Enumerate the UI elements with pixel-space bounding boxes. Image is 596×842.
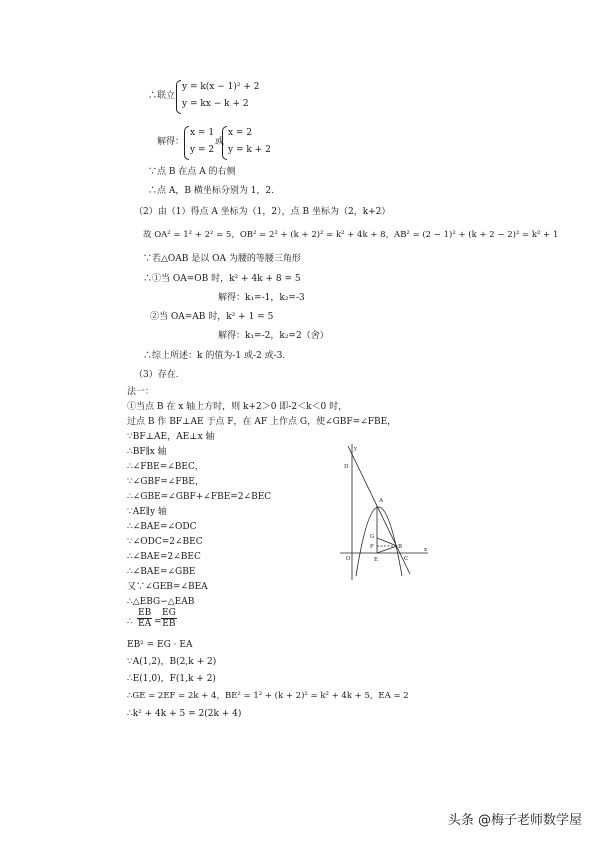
- label-o: O: [346, 556, 351, 562]
- label-b: B: [398, 544, 403, 550]
- label-f: F: [370, 544, 374, 550]
- text-line: ∴∠BAE=∠ODC: [127, 522, 197, 532]
- system-prefix: ∴联立: [148, 91, 176, 101]
- solution-brace: [222, 126, 227, 160]
- text-line: （2）由（1）得点 A 坐标为（1，2），点 B 坐标为（2，k+2）: [134, 207, 391, 217]
- line-db: [348, 446, 410, 574]
- or-text: 或: [215, 137, 225, 147]
- text-line: ∵∠ODC=2∠BEC: [127, 537, 203, 547]
- solution-line: x = 2: [228, 128, 253, 138]
- parabola: [356, 507, 402, 576]
- segment-be: [377, 546, 397, 553]
- text-line: ∴点 A，B 横坐标分别为 1，2.: [148, 186, 275, 196]
- fraction-eg-eb: [161, 608, 177, 629]
- label-c: C: [404, 556, 409, 562]
- solution-line: x = 1: [190, 128, 215, 138]
- text-line: 法一：: [127, 387, 155, 397]
- text-line: ∵∠GBF=∠FBE，: [127, 477, 204, 487]
- text-line: 又∵∠GEB=∠BEA: [127, 582, 208, 592]
- text-line: EB² = EG · EA: [127, 640, 193, 650]
- text-line: ∵AE∥y 轴: [127, 507, 167, 517]
- text-line: ∴△EBG∽△EAB: [127, 597, 195, 607]
- text-line: ∴E(1,0)，F(1,k + 2): [127, 674, 216, 684]
- fraction-denominator: EB: [162, 619, 176, 629]
- watermark-text: 头条 @梅子老师数学屋: [447, 813, 582, 828]
- text-line: ∴综上所述：k 的值为-1 或-2 或-3.: [143, 351, 286, 361]
- system-brace: [176, 80, 181, 114]
- label-g: G: [370, 534, 375, 540]
- text-line: ∴∠BAE=∠GBE: [127, 567, 196, 577]
- solution-line: y = k + 2: [228, 145, 271, 155]
- fraction-denominator: EA: [138, 619, 152, 629]
- text-line: ∴①当 OA=OB 时，k² + 4k + 8 = 5: [143, 274, 301, 284]
- text-line: ∵A(1,2)，B(2,k + 2): [127, 657, 217, 667]
- label-y: y: [354, 446, 358, 452]
- text-line: ②当 OA=AB 时，k² + 1 = 5: [150, 312, 274, 322]
- therefore-symbol: ∴: [127, 617, 133, 627]
- text-line: （3）存在.: [134, 370, 179, 380]
- solution-line: y = 2: [190, 145, 215, 155]
- text-line: 解得：k₁=-2，k₂=2（舍）: [218, 331, 329, 341]
- label-x: x: [424, 547, 428, 553]
- fraction-numerator: EB: [138, 608, 152, 618]
- text-line: ∵若△OAB 是以 OA 为腰的等腰三角形: [143, 254, 301, 264]
- label-e: E: [374, 557, 379, 563]
- fraction-numerator: EG: [162, 608, 176, 618]
- text-line: ∴∠BAE=2∠BEC: [127, 552, 201, 562]
- text-line: ∴k² + 4k + 5 = 2(2k + 4): [127, 709, 242, 719]
- text-line: ∵BF⊥AE，AE⊥x 轴: [127, 432, 215, 442]
- text-line: ∴GE = 2EF = 2k + 4，BE² = 1² + (k + 2)² = k² + 4k + 5，EA = 2: [127, 691, 409, 701]
- segment-bg: [377, 538, 397, 546]
- fraction-eb-ea: [137, 608, 152, 629]
- text-line: 过点 B 作 BF⊥AE 于点 F，在 AF 上作点 G，使∠GBF=∠FBE，: [127, 417, 397, 427]
- text-line: ①当点 B 在 x 轴上方时，则 k+2＞0 即-2＜k＜0 时，: [127, 402, 348, 412]
- solution-brace: [184, 126, 189, 160]
- geometry-figure: [340, 442, 432, 582]
- equation-line: y = kx − k + 2: [182, 99, 249, 109]
- text-line: ∵点 B 在点 A 的右侧: [148, 167, 236, 177]
- text-line: ∴∠FBE=∠BEC，: [127, 462, 204, 472]
- solution-prefix: 解得：: [157, 137, 185, 147]
- label-d: D: [344, 464, 349, 470]
- text-line: ∴BF∥x 轴: [127, 447, 167, 457]
- equation-line: y = k(x − 1)² + 2: [182, 82, 260, 92]
- equals-sign: =: [154, 617, 162, 627]
- text-line: 故 OA² = 1² + 2² = 5，OB² = 2² + (k + 2)² = k² + 4k + 8，AB² = (2 − 1)² + (k + 2 − 2)² = k² + 1: [143, 230, 559, 240]
- text-line: ∴∠GBE=∠GBF+∠FBE=2∠BEC: [127, 492, 272, 502]
- label-a: A: [379, 498, 383, 504]
- text-line: 解得：k₁=-1，k₂=-3: [218, 293, 305, 303]
